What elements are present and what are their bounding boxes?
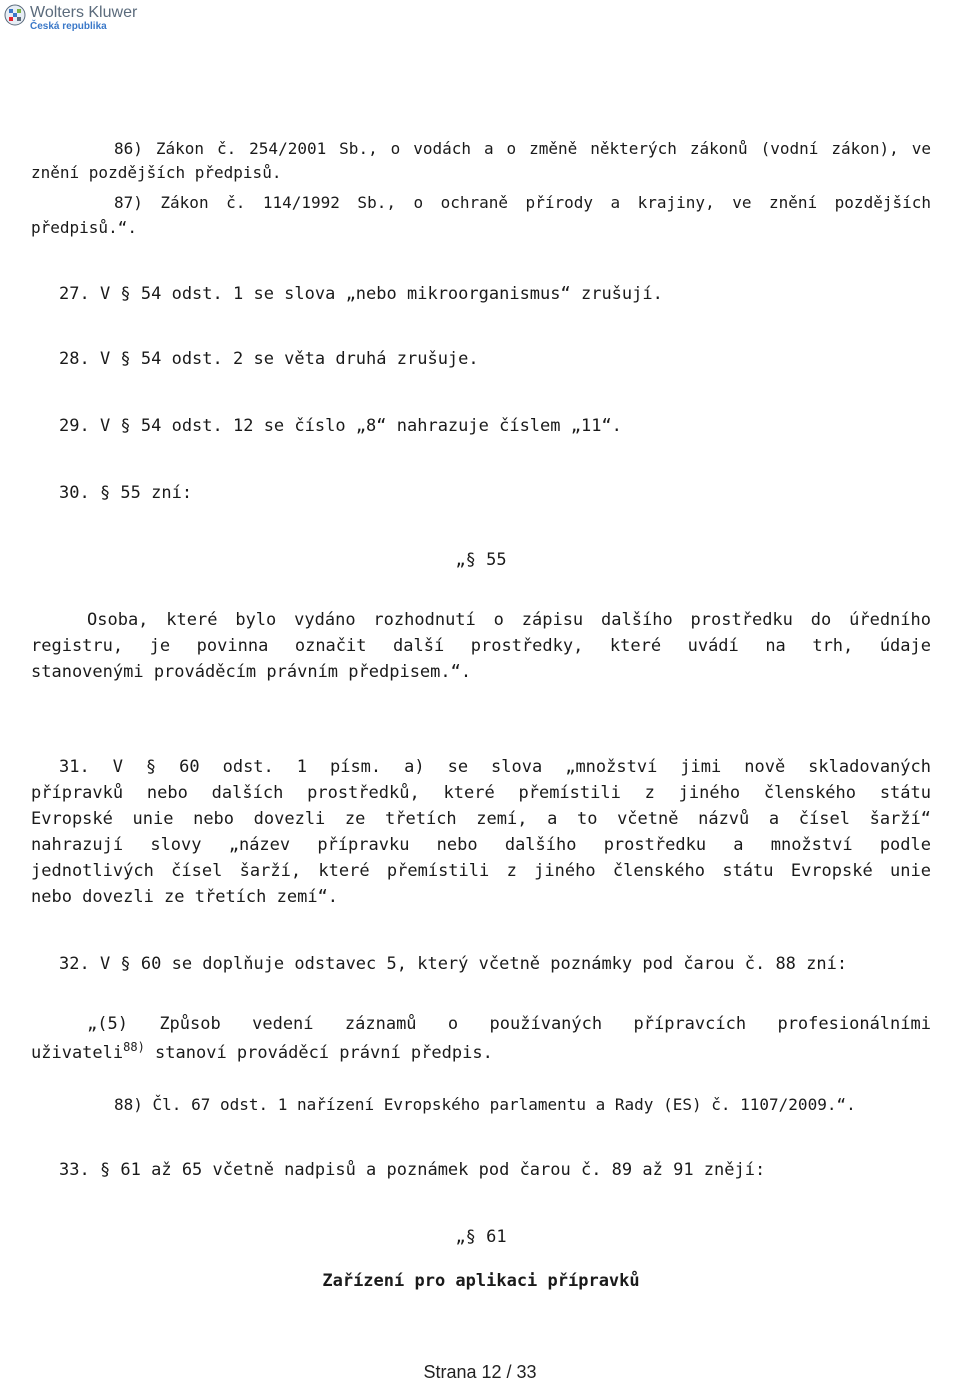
users-word: uživateli [31,1043,124,1063]
point-28: 28. V § 54 odst. 2 se věta druhá zrušuje. [59,349,479,369]
page-number: Strana 12 / 33 [423,1362,537,1382]
section-61-heading: „§ 61 [455,1227,507,1247]
wolters-kluwer-logo [4,4,137,33]
section-55-line-2: registru, je povinna označit další prostředky, které uvádí na trh, údaje [31,636,931,656]
point-33: 33. § 61 až 65 včetně nadpisů a poznámek pod čarou č. 89 až 91 znějí: [59,1160,766,1180]
footnote-86-line-1: 86) Zákon č. 254/2001 Sb., o vodách a o změně některých zákonů (vodní zákon), ve [114,139,931,158]
point-31-line-2: přípravků nebo dalších prostředků, které přemístili z jiného členského státu [31,783,931,803]
line-rest: stanoví prováděcí právní předpis. [144,1043,493,1063]
section-55-line-1: Osoba, které bylo vydáno rozhodnutí o zápisu dalšího prostředku do úředního [87,610,931,630]
point-31-line-6: nebo dovezli ze třetích zemí“. [31,887,339,907]
point-31-line-4: nahrazují slovy „název přípravku nebo dalšího prostředku a množství podle [31,835,931,855]
section-55-line-3: stanovenými prováděcím právním předpisem.“. [31,662,472,682]
logo-name: Wolters Kluwer [30,4,138,21]
point-31-line-1: 31. V § 60 odst. 1 písm. a) se slova „množství jimi nově skladovaných [59,757,931,777]
footnote-87-line-1: 87) Zákon č. 114/1992 Sb., o ochraně přírody a krajiny, ve znění pozdějších [114,193,931,212]
footnote-86-line-2: znění pozdějších předpisů. [31,163,282,182]
footnote-87-line-2: předpisů.“. [31,218,137,237]
footnote-ref-88: 88) [123,1040,145,1054]
footnote-88: 88) Čl. 67 odst. 1 nařízení Evropského parlamentu a Rady (ES) č. 1107/2009.“. [114,1095,856,1114]
section-60-5-line-1: „(5) Způsob vedení záznamů o používaných přípravcích profesionálními [87,1014,931,1034]
point-32: 32. V § 60 se doplňuje odstavec 5, který včetně poznámky pod čarou č. 88 zní: [59,954,848,974]
section-61-title: Zařízení pro aplikaci přípravků [322,1271,640,1291]
section-60-5-line-2 [31,1040,931,1066]
logo-icon [4,4,26,26]
logo-subtitle: Česká republika [30,21,107,32]
point-31-line-5: jednotlivých čísel šarží, které přemístili z jiného členského státu Evropské unie [31,861,931,881]
section-55-heading: „§ 55 [455,550,507,570]
point-30: 30. § 55 zní: [59,483,193,503]
point-29: 29. V § 54 odst. 12 se číslo „8“ nahrazuje číslem „11“. [59,416,622,436]
point-27: 27. V § 54 odst. 1 se slova „nebo mikroorganismus“ zrušují. [59,284,663,304]
point-31-line-3: Evropské unie nebo dovezli ze třetích zemí, a to včetně názvů a čísel šarží“ [31,809,931,829]
